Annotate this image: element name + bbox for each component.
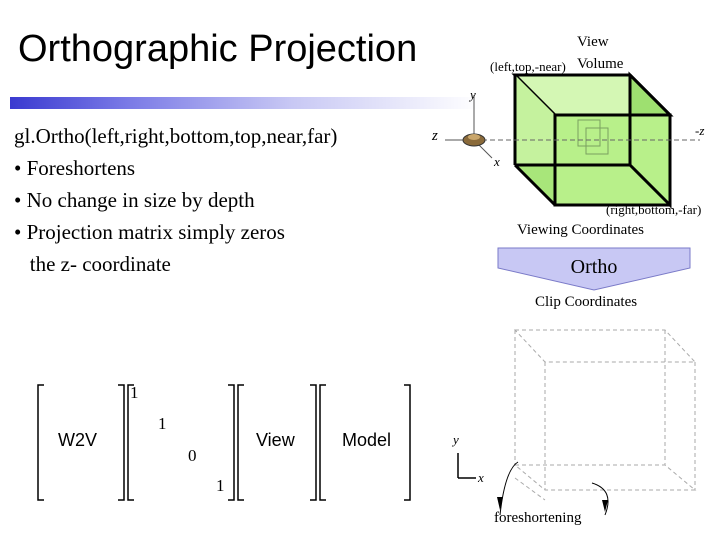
volume-label: Volume bbox=[577, 56, 624, 72]
clip-axis-x-label: x bbox=[478, 470, 484, 485]
bullet-item: gl.Ortho(left,right,bottom,top,near,far) bbox=[14, 124, 338, 148]
clip-coords-label: Clip Coordinates bbox=[535, 294, 638, 310]
page-title: Orthographic Projection bbox=[18, 28, 418, 70]
axis-neg-z-label: -z bbox=[695, 123, 705, 138]
bullet-item: the z- coordinate bbox=[14, 252, 171, 276]
matrix-w2v: W2V bbox=[58, 430, 98, 450]
bullet-item: • No change in size by depth bbox=[14, 188, 255, 212]
matrix-view: View bbox=[256, 430, 295, 450]
bullet-item: • Projection matrix simply zeros bbox=[14, 220, 285, 244]
ortho-entry: 1 bbox=[158, 414, 167, 433]
ortho-label: Ortho bbox=[570, 256, 618, 278]
clip-axes bbox=[458, 453, 476, 478]
ortho-entry: 0 bbox=[188, 446, 197, 465]
axis-y-label: y bbox=[470, 87, 476, 102]
far-corner-label: (right,bottom,-far) bbox=[606, 202, 702, 217]
clip-box bbox=[515, 330, 695, 500]
viewing-coords-label: Viewing Coordinates bbox=[517, 222, 644, 238]
ortho-entry: 1 bbox=[130, 383, 139, 402]
near-corner-label: (left,top,-near) bbox=[490, 59, 566, 74]
bullet-item: • Foreshortens bbox=[14, 156, 136, 180]
clip-axis-y-label: y bbox=[453, 432, 459, 447]
axis-x-label: x bbox=[494, 154, 500, 169]
foreshortening-callout bbox=[497, 462, 608, 515]
foreshortening-label: foreshortening bbox=[494, 510, 582, 526]
view-label: View bbox=[577, 34, 609, 50]
matrix-model: Model bbox=[342, 430, 392, 450]
axis-z-label: z bbox=[432, 128, 438, 144]
ortho-entry: 1 bbox=[216, 476, 225, 495]
